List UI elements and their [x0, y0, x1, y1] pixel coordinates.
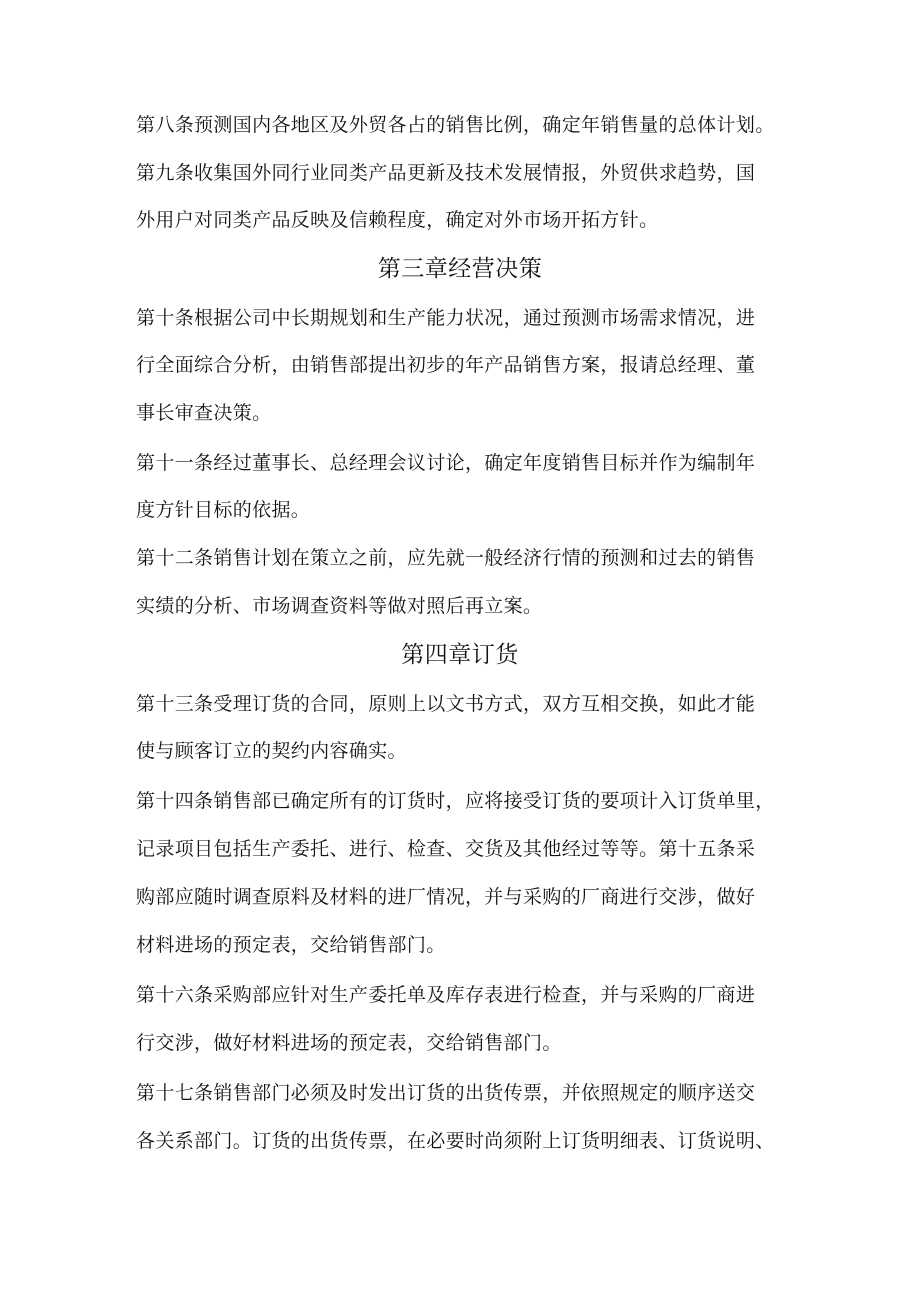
article-10-line-1: 第十条根据公司中长期规划和生产能力状况，通过预测市场需求情况，进	[136, 307, 756, 329]
article-11-line-1: 第十一条经过董事长、总经理会议讨论，确定年度销售目标并作为编制年	[136, 452, 756, 474]
chapter-4-title: 第四章订货	[401, 642, 519, 668]
article-12-line-1: 第十二条销售计划在策立之前，应先就一般经济行情的预测和过去的销售	[136, 547, 756, 569]
article-10-line-2: 行全面综合分析，由销售部提出初步的年产品销售方案，报请总经理、董	[136, 354, 756, 376]
article-13-line-1: 第十三条受理订货的合同，原则上以文书方式，双方互相交换，如此才能	[136, 693, 756, 715]
article-17-line-2: 各关系部门。订货的出货传票，在必要时尚须附上订货明细表、订货说明、	[136, 1130, 775, 1152]
article-16-line-2: 行交涉，做好材料进场的预定表，交给销售部门。	[136, 1032, 562, 1054]
article-11-line-2: 度方针目标的依据。	[136, 499, 311, 521]
article-16-line-1: 第十六条采购部应针对生产委托单及库存表进行检查，并与采购的厂商进	[136, 984, 756, 1006]
article-10-line-3: 事长审查决策。	[136, 402, 272, 424]
article-8-line-1: 第八条预测国内各地区及外贸各占的销售比例，确定年销售量的总体计划。	[136, 114, 775, 136]
article-14-line-1: 第十四条销售部已确定所有的订货时，应将接受订货的要项计入订货单里，	[136, 790, 775, 812]
article-14-line-4: 材料进场的预定表，交给销售部门。	[136, 934, 446, 956]
article-17-line-1: 第十七条销售部门必须及时发出订货的出货传票，并依照规定的顺序送交	[136, 1082, 756, 1104]
article-9-line-2: 外用户对同类产品反映及信赖程度，确定对外市场开拓方针。	[136, 209, 659, 231]
article-12-line-2: 实绩的分析、市场调查资料等做对照后再立案。	[136, 595, 543, 617]
article-14-line-3: 购部应随时调查原料及材料的进厂情况，并与采购的厂商进行交涉，做好	[136, 886, 756, 908]
article-13-line-2: 使与顾客订立的契约内容确实。	[136, 740, 407, 762]
article-9-line-1: 第九条收集国外同行业同类产品更新及技术发展情报，外贸供求趋势，国	[136, 162, 756, 184]
article-14-line-2: 记录项目包括生产委托、进行、检查、交货及其他经过等等。第十五条采	[136, 838, 756, 860]
chapter-3-title: 第三章经营决策	[377, 256, 543, 282]
